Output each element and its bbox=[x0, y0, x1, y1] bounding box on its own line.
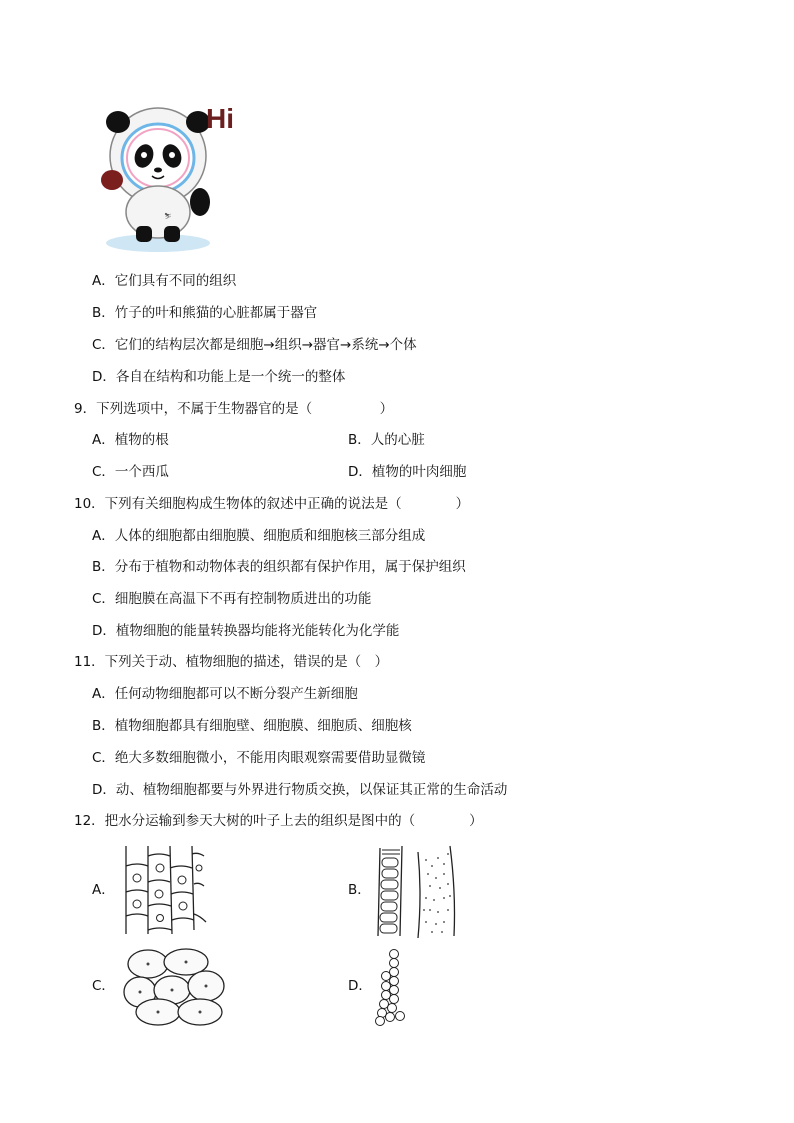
figure-d-small-stacked-cells bbox=[372, 946, 412, 1028]
q11-option-b: B．植物细胞都具有细胞壁、细胞膜、细胞质、细胞核 bbox=[92, 718, 412, 734]
q11-option-a: A．任何动物细胞都可以不断分裂产生新细胞 bbox=[92, 686, 358, 702]
figure-a-epidermal-cells bbox=[118, 844, 208, 936]
q10-option-c: C．细胞膜在高温下不再有控制物质进出的功能 bbox=[92, 591, 372, 607]
q10-option-d: D．植物细胞的能量转换器均能将光能转化为化学能 bbox=[92, 623, 400, 639]
q9-stem: 9．下列选项中，不属于生物器官的是（ ） bbox=[74, 401, 394, 417]
q11-stem: 11．下列关于动、植物细胞的描述，错误的是（ ） bbox=[74, 654, 389, 670]
q11-option-c: C．绝大多数细胞微小，不能用肉眼观察需要借助显微镜 bbox=[92, 750, 426, 766]
q10-stem: 10．下列有关细胞构成生物体的叙述中正确的说法是（ ） bbox=[74, 496, 470, 512]
q10-option-b: B．分布于植物和动物体表的组织都有保护作用，属于保护组织 bbox=[92, 559, 466, 575]
q12-label-d: D． bbox=[348, 978, 372, 994]
svg-text:⛷: ⛷ bbox=[164, 213, 172, 220]
q12-label-a: A． bbox=[92, 882, 115, 898]
figure-c-rounded-cells bbox=[120, 946, 230, 1028]
q12-stem: 12．把水分运输到参天大树的叶子上去的组织是图中的（ ） bbox=[74, 813, 483, 829]
q12-label-c: C． bbox=[92, 978, 115, 994]
q8-option-a: A．它们具有不同的组织 bbox=[92, 273, 237, 289]
q9-option-b: B．人的心脏 bbox=[348, 432, 425, 448]
q9-option-a: A．植物的根 bbox=[92, 432, 169, 448]
greeting-text: Hi bbox=[206, 103, 234, 134]
panda-mascot-image bbox=[96, 98, 246, 254]
q8-option-c: C．它们的结构层次都是细胞→组织→器官→系统→个体 bbox=[92, 337, 417, 353]
q8-option-b: B．竹子的叶和熊猫的心脏都属于器官 bbox=[92, 305, 318, 321]
q11-option-d: D．动、植物细胞都要与外界进行物质交换，以保证其正常的生命活动 bbox=[92, 782, 508, 798]
q10-option-a: A．人体的细胞都由细胞膜、细胞质和细胞核三部分组成 bbox=[92, 528, 426, 544]
figure-b-vessel-tissue bbox=[374, 844, 464, 940]
q9-option-c: C．一个西瓜 bbox=[92, 464, 169, 480]
q9-option-d: D．植物的叶肉细胞 bbox=[348, 464, 467, 480]
q12-label-b: B． bbox=[348, 882, 371, 898]
q8-option-d: D．各自在结构和功能上是一个统一的整体 bbox=[92, 369, 346, 385]
